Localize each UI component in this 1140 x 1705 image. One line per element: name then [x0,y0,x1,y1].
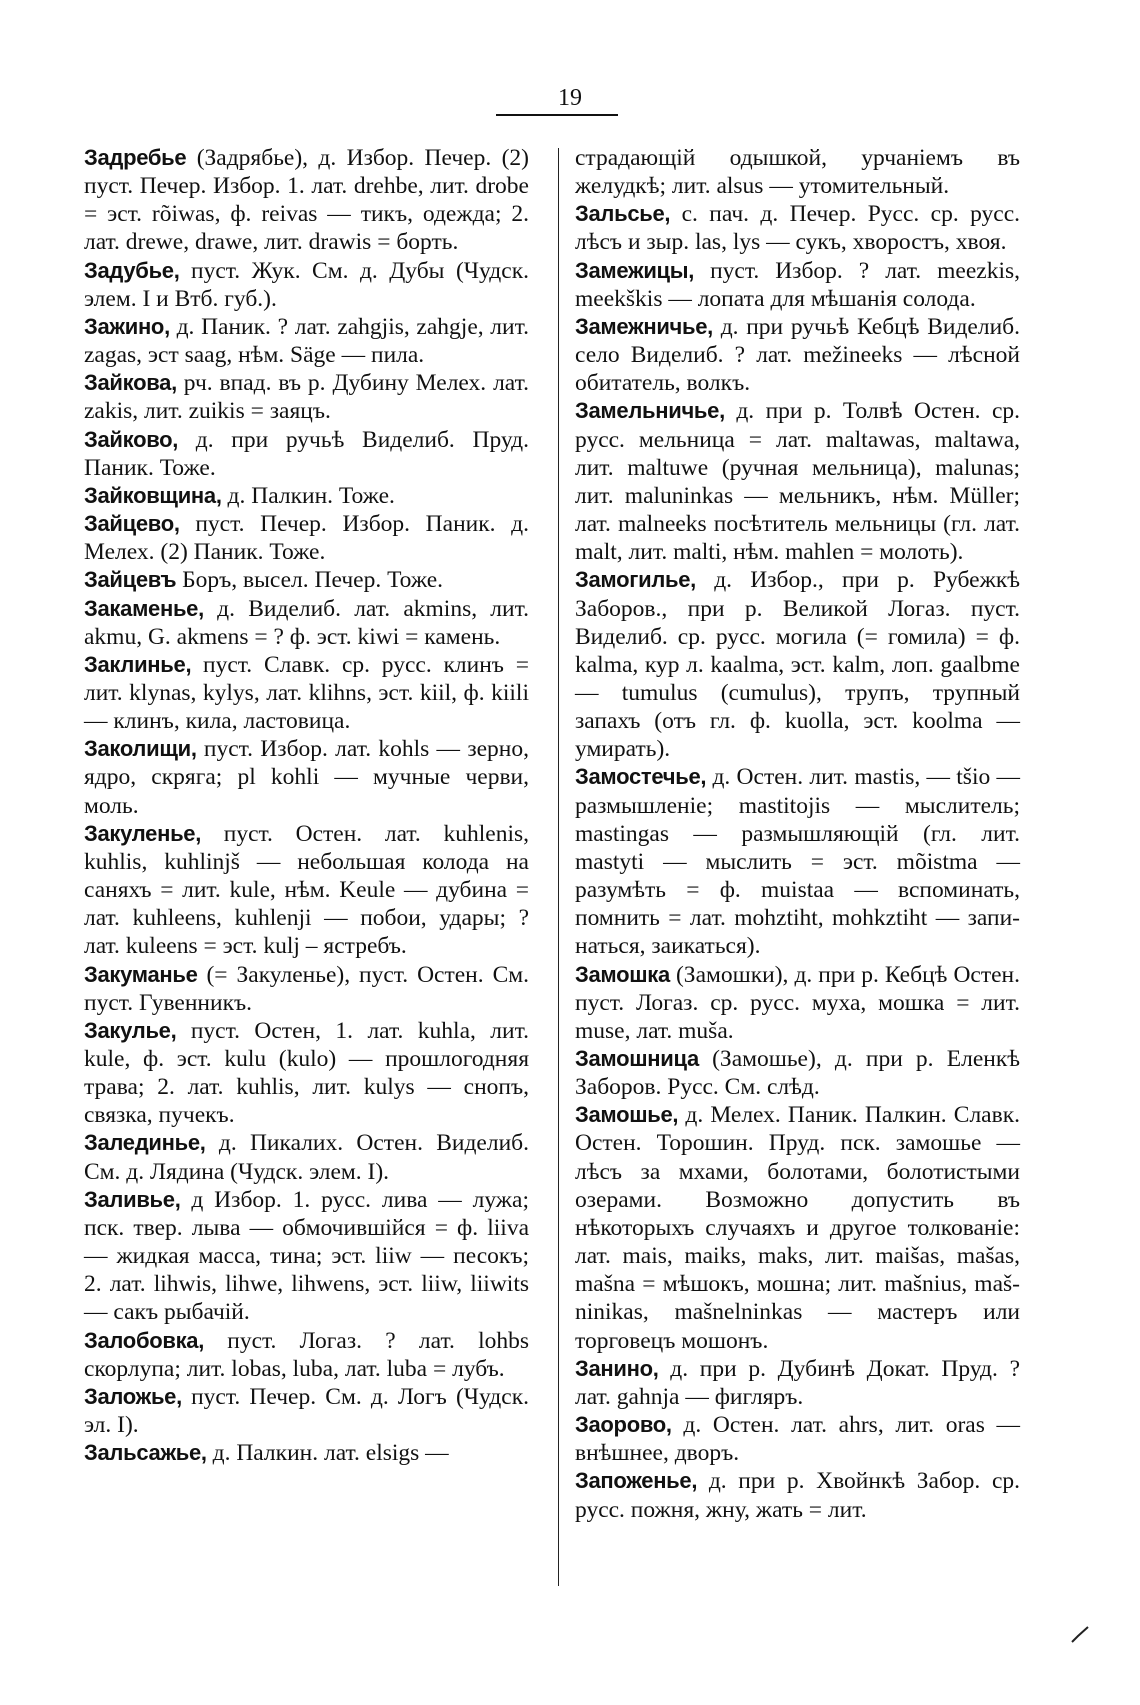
dictionary-entry [84,482,529,510]
entry-text: д. Пикалих. Остен. Виделиб. См. д. Лядина (Чудск. элем. I). [84,1130,529,1185]
entry-headword: Занино, [575,1355,659,1381]
entry-headword: Задребье [84,145,187,170]
dictionary-entry [84,961,529,1017]
dictionary-entry [84,1186,529,1327]
dictionary-entry [84,566,529,594]
entry-text: (Задрябье), д. Избор. Печер. (2) пуст. Печер. Избор. 1. лат. drehbe, лит. drobe = эст. rõiwas, ф. reivas — тикъ, одежда; 2. лат. drewe, drawe, лит. drawis = борть. [84,145,529,256]
dictionary-entry [575,566,1020,763]
pencil-check-mark [1070,1625,1090,1643]
dictionary-entry [84,1383,529,1439]
entry-headword: Зайцевъ [84,567,177,593]
entry-headword: Замошка [575,961,670,987]
entry-text: пуст. Остен. лат. kuhlenis, kuhlis, kuhlinjš — небольшая колода на саняхъ = лит. kule, нѣм. Keule — дубина = лат. kuhleens, kuhlenji — побои, удары; ? лат. kuleens = эст. kulj – ястребъ. [84,820,529,960]
entry-text: пуст. Печер. См. д. Логъ (Чудск. эл. I). [84,1383,529,1439]
entry-text: д. при ручьѣ Виделиб. Пруд. Паник. Тоже. [84,426,529,481]
entry-text: пуст. Логаз. ? лат. lohbs скорлупа; лит. lobas, luba, лат. luba = лубъ. [84,1327,529,1382]
dictionary-entry [575,200,1020,256]
column-divider [558,148,559,1586]
dictionary-entry [84,820,529,961]
dictionary-entry [575,961,1020,1045]
entry-text: д. при р. Дубинѣ Докат. Пруд. ? лат. gahnja — фигляръ. [575,1355,1020,1410]
dictionary-entry [84,735,529,819]
entry-text: д Избор. 1. русс. лива — лужа; пск. твер. лыва — обмочившійся = ф. liiva — жидкая масса, тина; эст. liiw — песокъ; 2. лат. lihwis, lihwe, lihwens, эст. liiw, liiwits — сакъ рыбачій. [84,1186,529,1326]
entry-text: с. пач. д. Печер. Русс. ср. русс. лѣсъ и зыр. las, lys — сукъ, хворостъ, хвоя. [575,201,1020,256]
entry-headword: Заливье, [84,1186,181,1212]
entry-text: д. Остен. лат. ahrs, лит. oras — внѣшнее, дворъ. [575,1412,1020,1467]
dictionary-entry [84,369,529,425]
entry-text: Боръ, высел. Печер. Тоже. [176,567,444,594]
entry-text: д. Избор., при р. Рубежкѣ Заборов., при р. Великой Логаз. пуст. Виделиб. ср. русс. могила (= гомила) = ф. kalma, кур л. kaalma, эст. kalm, лоп. gaalbme — tumulus (cumulus), трупъ, трупный запахъ (отъ гл. ф. kuolla, эст. koolma — умирать). [575,567,1020,763]
entry-headword: Замежничье, [575,313,713,339]
entry-headword: Заложье, [84,1383,182,1409]
entry-text: пуст. Избор. лат. kohls — зерно, ядро, скряга; pl kohli — мучные черви, моль. [84,736,529,819]
dictionary-entry [84,1327,529,1383]
dictionary-entry [575,1355,1020,1411]
dictionary-entry [84,1439,529,1467]
entry-text: д. при р. Хвойнкѣ Забор. ср. русс. пожня, жну, жать = лит. [575,1468,1020,1523]
left-column [84,144,529,1467]
right-column [575,144,1020,1524]
entry-headword: Залобовка, [84,1327,205,1353]
entry-text: пуст. Остен, 1. лат. kuhla, лит. kule, ф. эст. kulu (kulo) — прошлогодняя трава; 2. лат. kuhlis, лит. kulys — снопъ, связка, пучекъ. [84,1017,529,1129]
entry-headword: Закуманье [84,961,198,987]
dictionary-entry [84,426,529,482]
dictionary-entry [84,595,529,651]
entry-headword: Заклинье, [84,651,192,677]
entry-headword: Зальсажье, [84,1440,207,1466]
entry-headword: Заорово, [575,1412,672,1438]
entry-text: д. Виделиб. лат. akmins, лит. akmu, G. akmens = ? ф. эст. kiwi = камень. [84,595,529,650]
entry-text: д. Остен. лит. mastis, — tšio — размышленіе; mastitojis — мыслитель; mastingas — размышляющій (гл. лит. mastyti — мыслить = эст. mõistma — разумѣть = ф. muistaa — вспоминать, помнить = лат. mohztiht, mohkztiht — запинаться, заикаться). [575,764,1020,960]
header-rule [496,114,618,116]
entry-headword: Зажино, [84,313,170,339]
entry-text: д. Палкин. Тоже. [221,482,395,509]
dictionary-entry [575,313,1020,397]
dictionary-entry [84,651,529,735]
dictionary-entry [575,397,1020,566]
entry-text: пуст. Жук. См. д. Дубы (Чудск. элем. I и Втб. губ.). [84,257,529,312]
entry-headword: Заколищи, [84,736,197,762]
entry-text: д. при р. Толвѣ Остен. ср. русс. мельница = лат. maltawas, maltawa, лит. maltuwe (ручная мельница), malunas; лит. maluninkas — мельникъ, нѣм. Müller; лат. malneeks посѣтитель мельницы (гл. лат. malt, лит. malti, нѣм. mahlen = молоть). [575,398,1020,566]
entry-headword: Замостечье, [575,764,707,790]
entry-headword: Зайцево, [84,511,180,537]
entry-text: пуст. Печер. Избор. Паник. д. Мелех. (2) Паник. Тоже. [84,511,529,566]
entry-text: д. при ручьѣ Кебцѣ Виделиб. село Виделиб. ? лат. mežineeks — лѣсной обитатель, волкъ. [575,313,1020,397]
entry-headword: Замошье, [575,1102,679,1128]
dictionary-entry [575,1411,1020,1467]
entry-text: пуст. Славк. ср. русс. клинъ = лит. klynas, kylys, лат. klihns, эст. kiil, ф. kiili — клинъ, кила, ластовица. [84,651,529,735]
entry-headword: Зайковщина, [84,482,222,508]
dictionary-entry [84,313,529,369]
entry-headword: Задубье, [84,257,180,283]
entry-headword: Залединье, [84,1130,206,1156]
entry-headword: Закуленье, [84,820,202,846]
entry-text: рч. впад. въ р. Дубину Мелех. лат. zakis, лит. zuikis = заяцъ. [84,370,529,425]
entry-headword: Замельничье, [575,398,725,424]
entry-text: (Замошки), д. при р. Кебцѣ Остен. пуст. Логаз. ср. русс. муха, мошка = лит. muse, лат. muša. [575,961,1020,1044]
entry-text: д. Мелех. Паник. Палкин. Славк. Остен. Торошин. Пруд. пск. замошье — лѣсъ за мхами, болотами, болотистыми озерами. Возможно допустить въ нѣкоторыхъ случаяхъ и другое толкованіе: лат. mais, maiks, maks, лит. maišas, mašas, mašna = мѣшокъ, мошна; лит. mašnius, mašninikas, mašnelninkas — мастеръ или торговецъ мошонъ. [575,1102,1020,1354]
entry-continuation [575,144,1020,200]
dictionary-entry [575,257,1020,313]
dictionary-entry [84,1129,529,1185]
dictionary-entry [84,144,529,257]
page-number: 19 [558,85,582,111]
dictionary-entry [575,1045,1020,1101]
entry-headword: Зальсье, [575,201,671,227]
dictionary-entry [84,257,529,313]
entry-headword: Замошница [575,1046,699,1071]
dictionary-entry [84,510,529,566]
dictionary-entry [575,1467,1020,1523]
entry-text: д. Палкин. лат. elsigs — [206,1440,449,1467]
dictionary-entry [575,1101,1020,1354]
entry-text: страдающій одышкой, урчаніемъ въ желудкѣ; лит. alsus — утомительный. [575,145,1020,200]
entry-text: (= Закуленье), пуст. Остен. См. пуст. Гувенникъ. [84,961,529,1016]
entry-headword: Запоженье, [575,1468,698,1494]
entry-headword: Замогилье, [575,567,696,593]
entry-text: пуст. Избор. ? лат. meezkis, meekškis — лопата для мѣшанія солода. [575,257,1020,312]
entry-text: д. Паник. ? лат. zahgjis, zahgje, лит. zagas, эст saag, нѣм. Säge — пила. [84,313,529,369]
entry-text: (Замошье), д. при р. Еленкѣ Заборов. Русс. См. слѣд. [575,1046,1020,1101]
entry-headword: Закаменье, [84,595,204,621]
dictionary-entry [84,1017,529,1130]
dictionary-entry [575,763,1020,960]
entry-headword: Замежицы, [575,257,695,283]
entry-headword: Зайкова, [84,370,177,396]
entry-headword: Зайково, [84,426,179,452]
entry-headword: Закулье, [84,1017,177,1043]
